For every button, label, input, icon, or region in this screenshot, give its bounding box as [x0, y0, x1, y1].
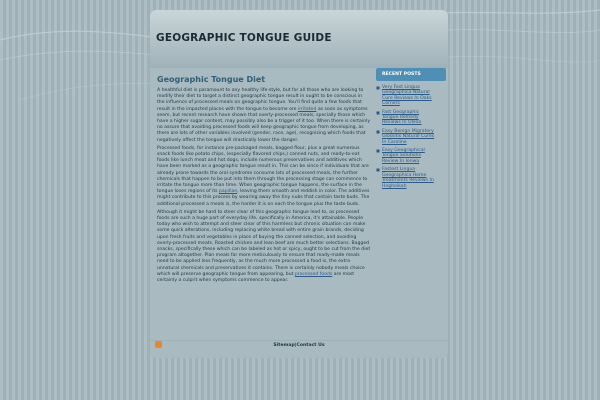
- recent-post-link[interactable]: Easy Benign Migratory Glossitis Natural Cures In Caroline: [382, 128, 435, 145]
- main-content: [157, 75, 371, 358]
- processed-foods-link[interactable]: processed foods: [294, 271, 333, 277]
- footer-links: [150, 343, 448, 348]
- paragraph-text: Processed foods, for instance pre-packaged meals, bagged flour, plus a great numerous snack foods like potato chips, (especially flavored chips,) canned nuts, and ready-to-eat foods like lunch meat and hot dogs, include numerous preservatives and additives which have been marked as a geographic tongue result in. This can be since if individuals that are already prone towards the oral syndrome consume lots of processed meals, the further chemicals that happen to be put into them through the processing stage can commence to irritate the tongue more than time. When geographic tongue happens, the surface in the tongue loses regions of its: [157, 145, 369, 195]
- footer-separator: |: [294, 343, 297, 348]
- recent-posts-list: [376, 85, 446, 189]
- list-item: [376, 167, 446, 189]
- post-paragraph-1: [157, 88, 371, 144]
- irritated-link[interactable]: irritated: [297, 106, 317, 112]
- site-title[interactable]: GEOGRAPHIC TONGUE GUIDE: [156, 32, 332, 44]
- list-item: [376, 85, 446, 107]
- list-item: [376, 148, 446, 164]
- post-paragraph-3: [157, 210, 371, 284]
- paragraph-text: are most certainly a culprit when symptoms commence to appear.: [157, 271, 355, 284]
- sidebar: [376, 68, 446, 192]
- bullet-icon: [376, 168, 380, 172]
- bullet-icon: [376, 86, 380, 90]
- bullet-icon: [376, 111, 380, 115]
- papillae-link[interactable]: papillae: [219, 189, 238, 195]
- paragraph-text: as soon as symptoms seem, but recent research have shown that overly-processed meals, specially those which have a higher sugar content, may possibly also be a trigger of it too. When there is certainly no assure that avoiding processed foods will keep geographic tongue from developing, as there are lots of other variables involved (gender, race, age), recognizing which foods that negatively affect the tongue will drastically lower the danger.: [157, 106, 371, 143]
- list-item: [376, 110, 446, 126]
- post-paragraph-2: [157, 146, 371, 208]
- recent-post-link[interactable]: Easy Geographical Tongue Solutions Review In Ionwa: [382, 148, 425, 164]
- page-container: [150, 10, 448, 358]
- paragraph-text: A healthful diet is paramount to any healthy life-style, but for all those who are looking to modify their diet to target a distinct geographic tongue result in ought to be conscious in the influence of processed meals on geographic tongue. You'll find quite a few foods that result in the impacted places with the tongue to become ore: [157, 88, 364, 112]
- recent-posts-heading: RECENT POSTS: [376, 68, 446, 81]
- contact-us-link[interactable]: Contact Us: [296, 343, 325, 348]
- site-header: [150, 10, 448, 68]
- recent-post-link[interactable]: Very Fast Lingua Geographica Natural Cure Reviews In Oaks Corners: [382, 85, 432, 107]
- paragraph-text: , leaving them smooth and reddish in color. The additives might contribute to this process by wearing away the tiny nubs that contain taste buds. The additional processed a meals is, the harder it is on each the tongue plus the taste buds.: [157, 189, 370, 207]
- recent-post-link[interactable]: Fast Geographic Tongue Remedy Reviews In Olean: [382, 109, 422, 126]
- list-item: [376, 129, 446, 145]
- bullet-icon: [376, 149, 380, 153]
- recent-post-link[interactable]: Fastest Lingua Geographica Home Treatments Reviews In Hegheikah: [382, 167, 434, 189]
- bullet-icon: [376, 130, 380, 134]
- site-footer: [150, 340, 448, 358]
- sitemap-link[interactable]: Sitemap: [273, 343, 295, 348]
- post-title[interactable]: Geographic Tongue Diet: [157, 75, 266, 84]
- paragraph-text: Although it might be hard to steer clear of this geographic tongue lead to, as processed foods are such a huge part of everyday life, specifically in America, it's attainable. People today who wish to attempt and steer clear of this harmless but chronic situation can make some quick alterations, including replacing white bread with entire grain brands, deciding upon fresh fruits and vegetables in place of buying the canned selection, and avoiding overly-processed meats. Roasted chicken and lean beef are much better selections. Bagged snacks, specifically these which can be labeled as hot or spicy, ought to be cut from the diet program altogether. Plan meals far more meticulously to ensure that ready-made meals need to be applied less frequently, as the much more processed a food is, the extra unnatural chemicals and preservatives it contains. There is certainly nobody meals choice which will preserve geographic tongue from appearing, but: [157, 209, 371, 277]
